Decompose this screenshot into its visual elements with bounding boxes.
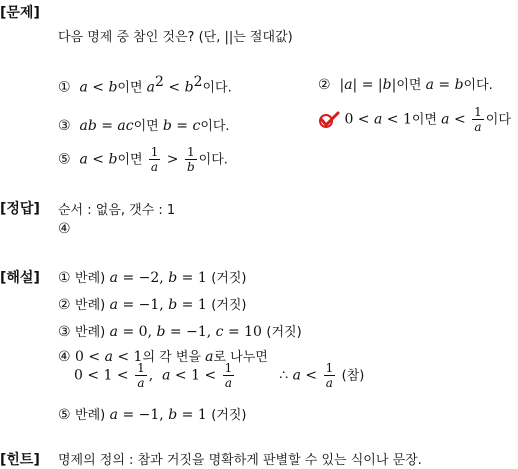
option-3[interactable]: ③ ab = ac이면 b = c이다. [58, 118, 230, 134]
option-number: ⑤ [58, 151, 71, 168]
option-5[interactable]: ⑤ a < b이면 $\frac{1}{a}$ > $\frac{1}{b}$ 이다. [58, 145, 228, 174]
checkmark-icon [318, 111, 340, 129]
explanation-line-1: ① 반례) a = −2, b = 1 (거짓) [58, 270, 247, 286]
option-number: ② [318, 77, 331, 93]
option-1[interactable]: ① a < b이면 $a^2 < b^2$이다. [58, 74, 232, 96]
option-1-math: a < b [79, 79, 118, 96]
hint-text: 명제의 정의 : 참과 거짓을 명확하게 판별할 수 있는 식이나 문장. [58, 453, 422, 468]
explanation-line-2: ② 반례) a = −1, b = 1 (거짓) [58, 297, 247, 313]
explanation-line-4: ④ 0 < a < 1의 각 변을 a로 나누면 [58, 349, 268, 365]
problem-label: [문제] [0, 5, 40, 21]
explanation-line-5: ⑤ 반례) a = −1, b = 1 (거짓) [58, 407, 247, 423]
explanation-line-4-derivation: 0 < 1 < $\frac{1}{a}$ , a < 1 < $\frac{1}{a}$ ∴ a < $\frac{1}{a}$ (참) [74, 361, 365, 390]
option-4[interactable]: 0 < a < 1이면 a < $\frac{1}{a}$ 이다 [318, 106, 511, 133]
hint-label: [힌트] [0, 452, 40, 468]
answer-choice: ④ [58, 221, 71, 237]
option-2[interactable]: ② |a| = |b|이면 a = b이다. [318, 77, 493, 93]
option-number: ① [58, 79, 71, 96]
explanation-label: [해설] [0, 270, 40, 286]
option-number: ③ [58, 118, 71, 134]
answer-count-line: 순서 : 없음, 갯수 : 1 [58, 203, 176, 218]
explanation-line-3: ③ 반례) a = 0, b = −1, c = 10 (거짓) [58, 324, 302, 340]
answer-label: [정답] [0, 201, 40, 217]
question-stem: 다음 명제 중 참인 것은? (단, ||는 절대값) [58, 30, 293, 45]
